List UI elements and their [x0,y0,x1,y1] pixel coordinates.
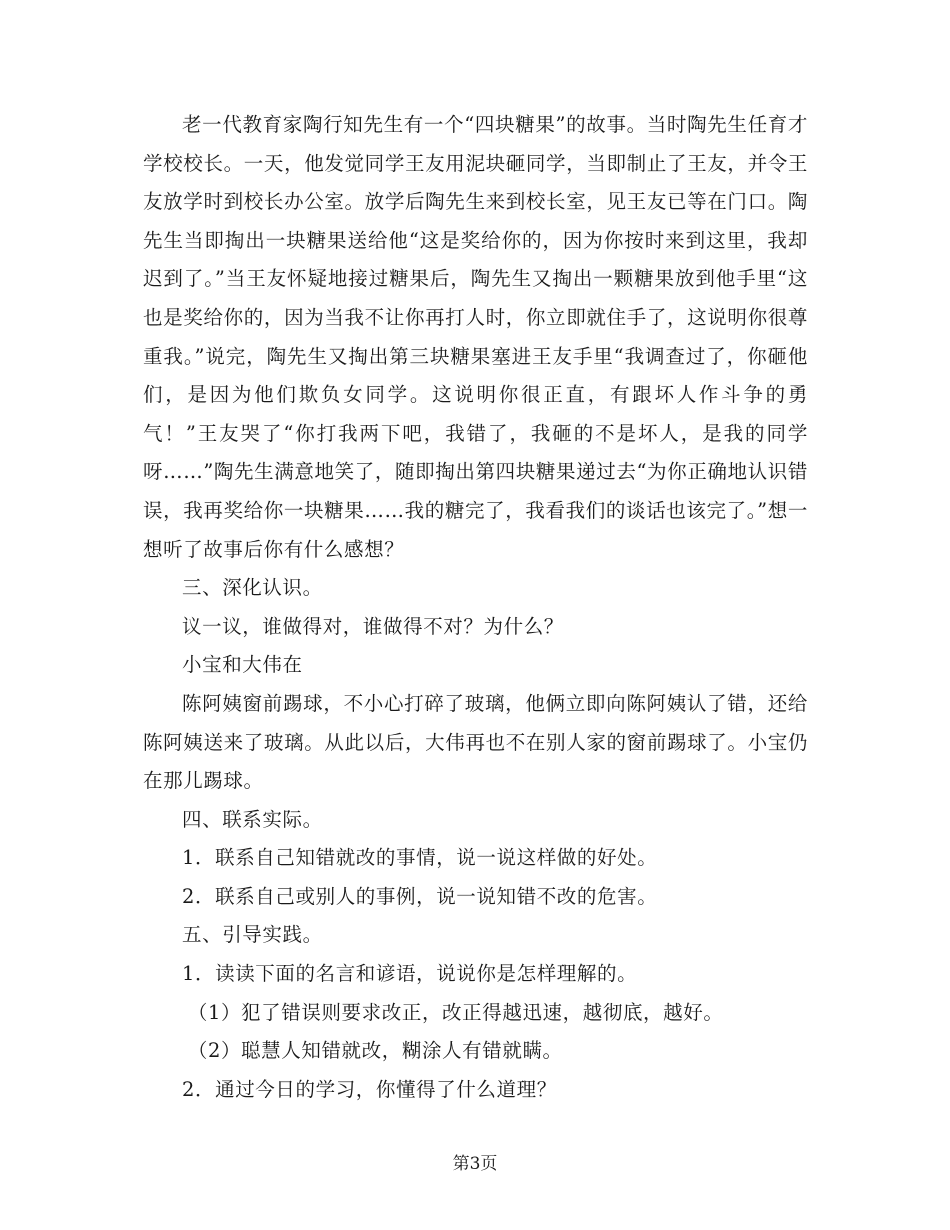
section-3-prompt: 议一议，谁做得对，谁做得不对？为什么？ [182,614,564,638]
page-number: 第3页 [452,1154,498,1174]
section-4-item-2: 2．联系自己或别人的事例，说一说知错不改的危害。 [182,884,658,908]
section-5-item-1: 1．读读下面的名言和谚语，说说你是怎样理解的。 [182,962,638,986]
section-5-sub-item-1: （1）犯了错误则要求改正，改正得越迅速，越彻底，越好。 [187,1000,724,1024]
section-4-item-1: 1．联系自己知错就改的事情，说一说这样做的好处。 [182,846,658,870]
section-5-heading: 五、引导实践。 [182,923,323,947]
section-3-story: 陈阿姨窗前踢球，不小心打碎了玻璃，他俩立即向陈阿姨认了错，还给陈阿姨送来了玻璃。从此以后，大伟再也不在别人家的窗前踢球了。小宝仍在那儿踢球。 [143,691,808,793]
section-4-heading: 四、联系实际。 [182,807,323,831]
intro-paragraph: 老一代教育家陶行知先生有一个“四块糖果”的故事。当时陶先生任育才学校校长。一天，他发觉同学王友用泥块砸同学，当即制止了王友，并令王友放学时到校长办公室。放学后陶先生来到校长室，见王友已等在门口。陶先生当即掏出一块糖果送给他“这是奖给你的，因为你按时来到这里，我却迟到了。”当王友怀疑地接过糖果后，陶先生又掏出一颗糖果放到他手里“这也是奖给你的，因为当我不让你再打人时，你立即就住手了，这说明你很尊重我。”说完，陶先生又掏出第三块糖果塞进王友手里“我调查过了，你砸他们，是因为他们欺负女同学。这说明你很正直，有跟坏人作斗争的勇气！”王友哭了“你打我两下吧，我错了，我砸的不是坏人，是我的同学呀……”陶先生满意地笑了，随即掏出第四块糖果递过去“为你正确地认识错误，我再奖给你一块糖果……我的糖完了，我看我们的谈话也该完了。”想一想听了故事后你有什么感想？ [143,113,808,561]
section-3-line-1: 小宝和大伟在 [182,653,303,677]
section-3-heading: 三、深化认识。 [182,576,323,600]
section-5-sub-item-2: （2）聪慧人知错就改，糊涂人有错就瞒。 [187,1039,563,1063]
section-5-item-2: 2．通过今日的学习，你懂得了什么道理？ [182,1077,557,1101]
document-body [143,106,808,1109]
